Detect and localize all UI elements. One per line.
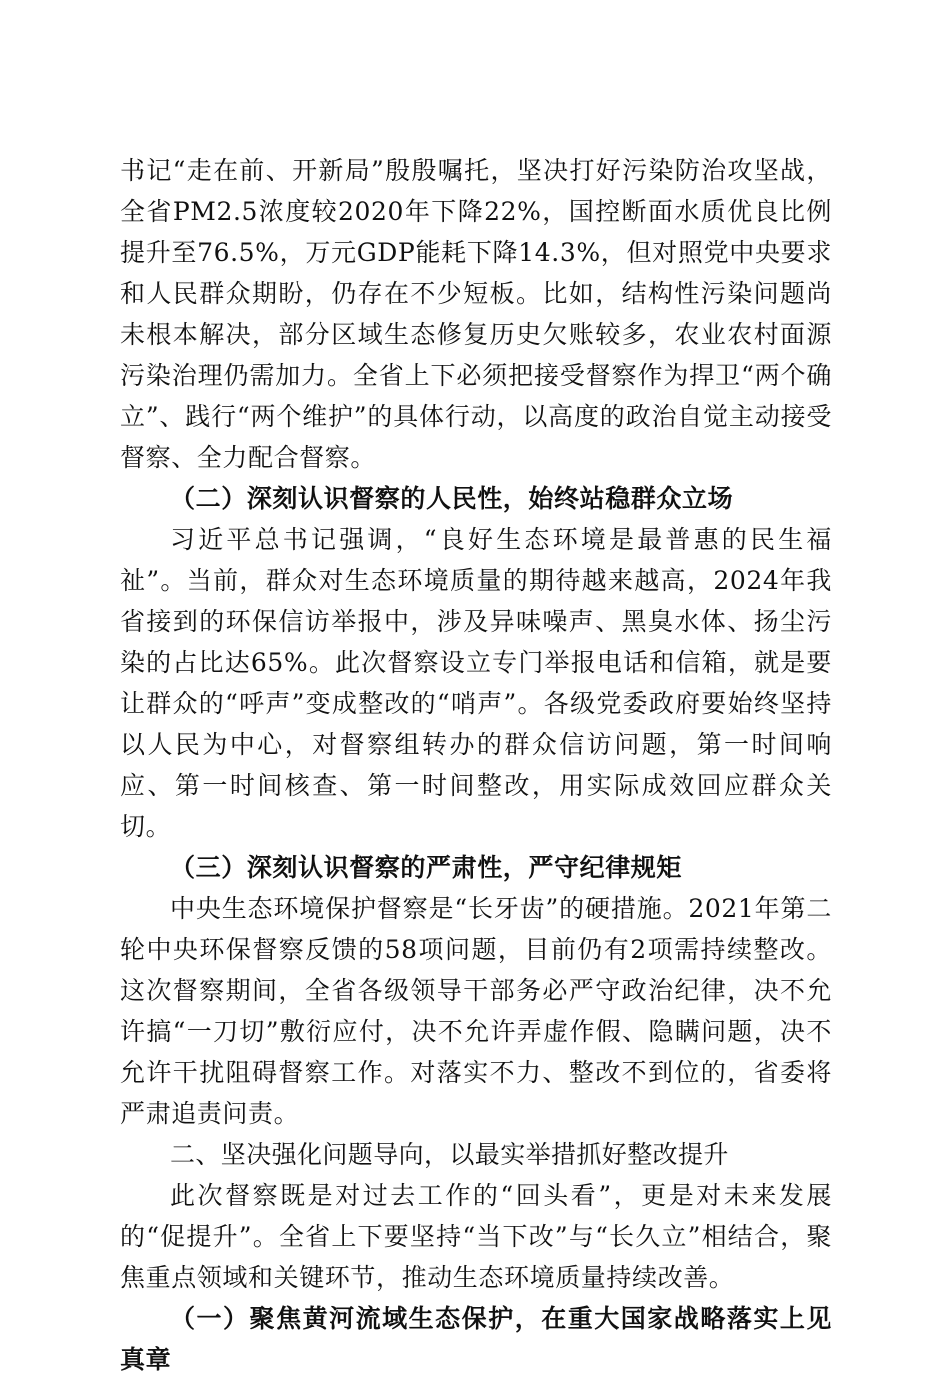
section-heading-problem-oriented: 二、坚决强化问题导向，以最实举措抓好整改提升 — [170, 1140, 729, 1169]
paragraph-rectification: 此次督察既是对过去工作的“回头看”，更是对未来发展的“促提升”。全省上下要坚持“当下改”与“长久立”相结合，聚焦重点领域和关键环节，推动生态环境质量持续改善。 — [120, 1181, 832, 1292]
sub-heading-people-oriented: （二）深刻认识督察的人民性，始终站稳群众立场 — [170, 484, 734, 513]
document-body — [120, 150, 832, 1380]
sub-heading-yellow-river: （一）聚焦黄河流域生态保护，在重大国家战略落实上见真章 — [120, 1304, 832, 1374]
paragraph-people-oriented: 习近平总书记强调，“良好生态环境是最普惠的民生福祉”。当前，群众对生态环境质量的期待越来越高，2024年我省接到的环保信访举报中，涉及异味噪声、黑臭水体、扬尘污染的占比达65%。此次督察设立专门举报电话和信箱，就是要让群众的“呼声”变成整改的“哨声”。各级党委政府要始终坚持以人民为中心，对督察组转办的群众信访问题，第一时间响应、第一时间核查、第一时间整改，用实际成效回应群众关切。 — [120, 525, 832, 841]
paragraph-body-continuation: 书记“走在前、开新局”殷殷嘱托，坚决打好污染防治攻坚战，全省PM2.5浓度较2020年下降22%，国控断面水质优良比例提升至76.5%，万元GDP能耗下降14.3%，但对照党中央要求和人民群众期盼，仍存在不少短板。比如，结构性污染问题尚未根本解决，部分区域生态修复历史欠账较多，农业农村面源污染治理仍需加力。全省上下必须把接受督察作为捍卫“两个确立”、践行“两个维护”的具体行动，以高度的政治自觉主动接受督察、全力配合督察。 — [120, 156, 832, 472]
sub-heading-seriousness: （三）深刻认识督察的严肃性，严守纪律规矩 — [170, 853, 683, 882]
paragraph-seriousness: 中央生态环境保护督察是“长牙齿”的硬措施。2021年第二轮中央环保督察反馈的58项问题，目前仍有2项需持续整改。这次督察期间，全省各级领导干部务必严守政治纪律，决不允许搞“一刀切”敷衍应付，决不允许弄虚作假、隐瞒问题，决不允许干扰阻碍督察工作。对落实不力、整改不到位的，省委将严肃追责问责。 — [120, 894, 832, 1128]
